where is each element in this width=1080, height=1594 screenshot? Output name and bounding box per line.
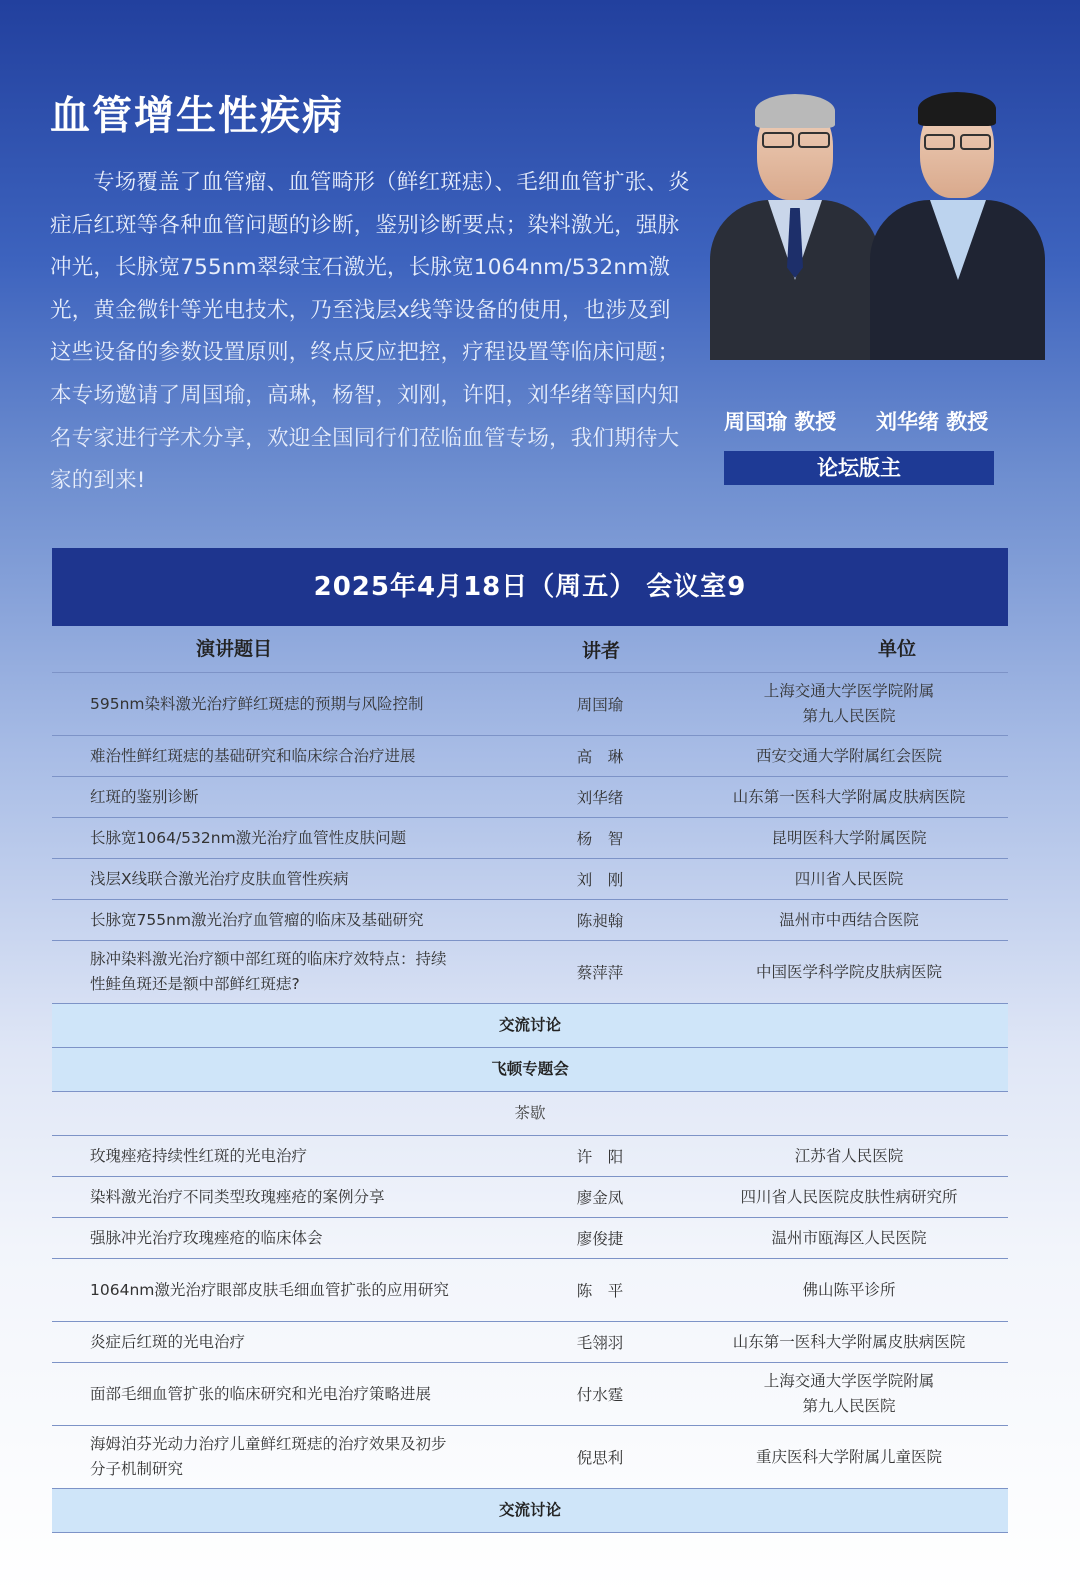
table-row	[52, 900, 1008, 941]
talk-speaker: 廖金凤	[576, 1189, 624, 1207]
talk-topic: 595nm染料激光治疗鲜红斑痣的预期与风险控制	[90, 694, 424, 713]
symposium-band: 飞顿专题会	[52, 1048, 1008, 1092]
talk-speaker: 许 阳	[576, 1148, 624, 1166]
talk-unit: 山东第一医科大学附属皮肤病医院	[732, 787, 966, 806]
talk-speaker: 毛翎羽	[576, 1334, 624, 1352]
talk-speaker: 倪思利	[576, 1449, 624, 1467]
host2-name: 刘华绪 教授	[876, 410, 989, 434]
talk-unit: 昆明医科大学附属医院	[771, 828, 927, 847]
table-row	[52, 1426, 1008, 1489]
talk-topic: 炎症后红斑的光电治疗	[90, 1332, 246, 1351]
table-row	[52, 1218, 1008, 1259]
table-row	[52, 1136, 1008, 1177]
talk-unit: 四川省人民医院	[794, 869, 904, 888]
talk-unit: 中国医学科学院皮肤病医院	[755, 962, 942, 981]
talk-speaker: 周国瑜	[576, 696, 624, 714]
header-speaker: 讲者	[581, 639, 620, 662]
talk-unit: 上海交通大学医学院附属 第九人民医院	[763, 1372, 935, 1415]
talk-topic: 长脉宽1064/532nm激光治疗血管性皮肤问题	[90, 828, 407, 847]
table-header	[52, 626, 1008, 673]
tea-break-band: 茶歇	[52, 1092, 1008, 1136]
header-topic: 演讲题目	[195, 637, 272, 660]
table-row	[52, 818, 1008, 859]
table-row	[52, 777, 1008, 818]
talk-topic: 脉冲染料激光治疗额中部红斑的临床疗效特点：持续性鲑鱼斑还是额中部鲜红斑痣?	[90, 950, 447, 993]
talk-topic: 面部毛细血管扩张的临床研究和光电治疗策略进展	[90, 1384, 432, 1403]
table-row	[52, 736, 1008, 777]
talk-speaker: 廖俊捷	[576, 1230, 624, 1248]
host-badge: 论坛版主	[724, 451, 994, 485]
talk-unit: 西安交通大学附属红会医院	[755, 746, 942, 765]
talk-topic: 浅层X线联合激光治疗皮肤血管性疾病	[90, 869, 349, 888]
talk-unit: 温州市瓯海区人民医院	[771, 1228, 927, 1247]
talk-unit: 江苏省人民医院	[794, 1146, 904, 1165]
talk-topic: 强脉冲光治疗玫瑰痤疮的临床体会	[90, 1228, 323, 1247]
talk-unit: 佛山陈平诊所	[802, 1280, 896, 1299]
host1-name: 周国瑜 教授	[724, 410, 837, 434]
table-row	[52, 1322, 1008, 1363]
table-row	[52, 673, 1008, 736]
talk-topic: 玫瑰痤疮持续性红斑的光电治疗	[90, 1146, 308, 1165]
table-row	[52, 859, 1008, 900]
talk-speaker: 杨 智	[576, 830, 624, 848]
talk-speaker: 刘华绪	[576, 789, 624, 807]
table-row	[52, 1177, 1008, 1218]
talk-unit: 四川省人民医院皮肤性病研究所	[740, 1187, 958, 1206]
talk-unit: 山东第一医科大学附属皮肤病医院	[732, 1332, 966, 1351]
talk-speaker: 蔡萍萍	[576, 964, 624, 982]
talk-topic: 难治性鲜红斑痣的基础研究和临床综合治疗进展	[90, 746, 416, 765]
talk-unit: 温州市中西结合医院	[779, 910, 919, 929]
page-title: 血管增生性疾病	[50, 93, 344, 139]
host2-portrait	[860, 90, 1050, 360]
talk-speaker: 陈昶翰	[576, 912, 624, 930]
date-banner: 2025年4月18日（周五） 会议室9	[52, 548, 1008, 626]
talk-speaker: 付水霆	[576, 1386, 624, 1404]
talk-topic: 染料激光治疗不同类型玫瑰痤疮的案例分享	[90, 1187, 385, 1206]
intro-paragraph: 专场覆盖了血管瘤、血管畸形（鲜红斑痣）、毛细血管扩张、炎症后红斑等各种血管问题的诊断，鉴别诊断要点；染料激光，强脉冲光，长脉宽755nm翠绿宝石激光，长脉宽1064nm/532nm激光，黄金微针等光电技术，乃至浅层x线等设备的使用，也涉及到这些设备的参数设置原则，终点反应把控，疗程设置等临床问题；本专场邀请了周国瑜，高琳，杨智，刘刚，许阳，刘华绪等国内知名专家进行学术分享，欢迎全国同行们莅临血管专场，我们期待大家的到来!	[50, 170, 690, 494]
discussion-band: 交流讨论	[52, 1489, 1008, 1533]
discussion-band: 交流讨论	[52, 1004, 1008, 1048]
talk-topic: 红斑的鉴别诊断	[90, 787, 199, 806]
talk-unit: 重庆医科大学附属儿童医院	[755, 1447, 942, 1466]
talk-unit: 上海交通大学医学院附属 第九人民医院	[763, 682, 935, 725]
talk-topic: 1064nm激光治疗眼部皮肤毛细血管扩张的应用研究	[90, 1280, 449, 1299]
talk-speaker: 陈 平	[576, 1282, 624, 1300]
schedule-table	[52, 548, 1008, 1533]
talk-topic: 海姆泊芬光动力治疗儿童鲜红斑痣的治疗效果及初步分子机制研究	[90, 1435, 447, 1478]
table-row	[52, 1259, 1008, 1322]
table-row	[52, 1363, 1008, 1426]
header-unit: 单位	[877, 637, 916, 660]
talk-topic: 长脉宽755nm激光治疗血管瘤的临床及基础研究	[90, 910, 424, 929]
host-portraits	[700, 80, 1060, 360]
table-row	[52, 941, 1008, 1004]
talk-speaker: 刘 刚	[576, 871, 624, 889]
talk-speaker: 高 琳	[576, 748, 624, 766]
